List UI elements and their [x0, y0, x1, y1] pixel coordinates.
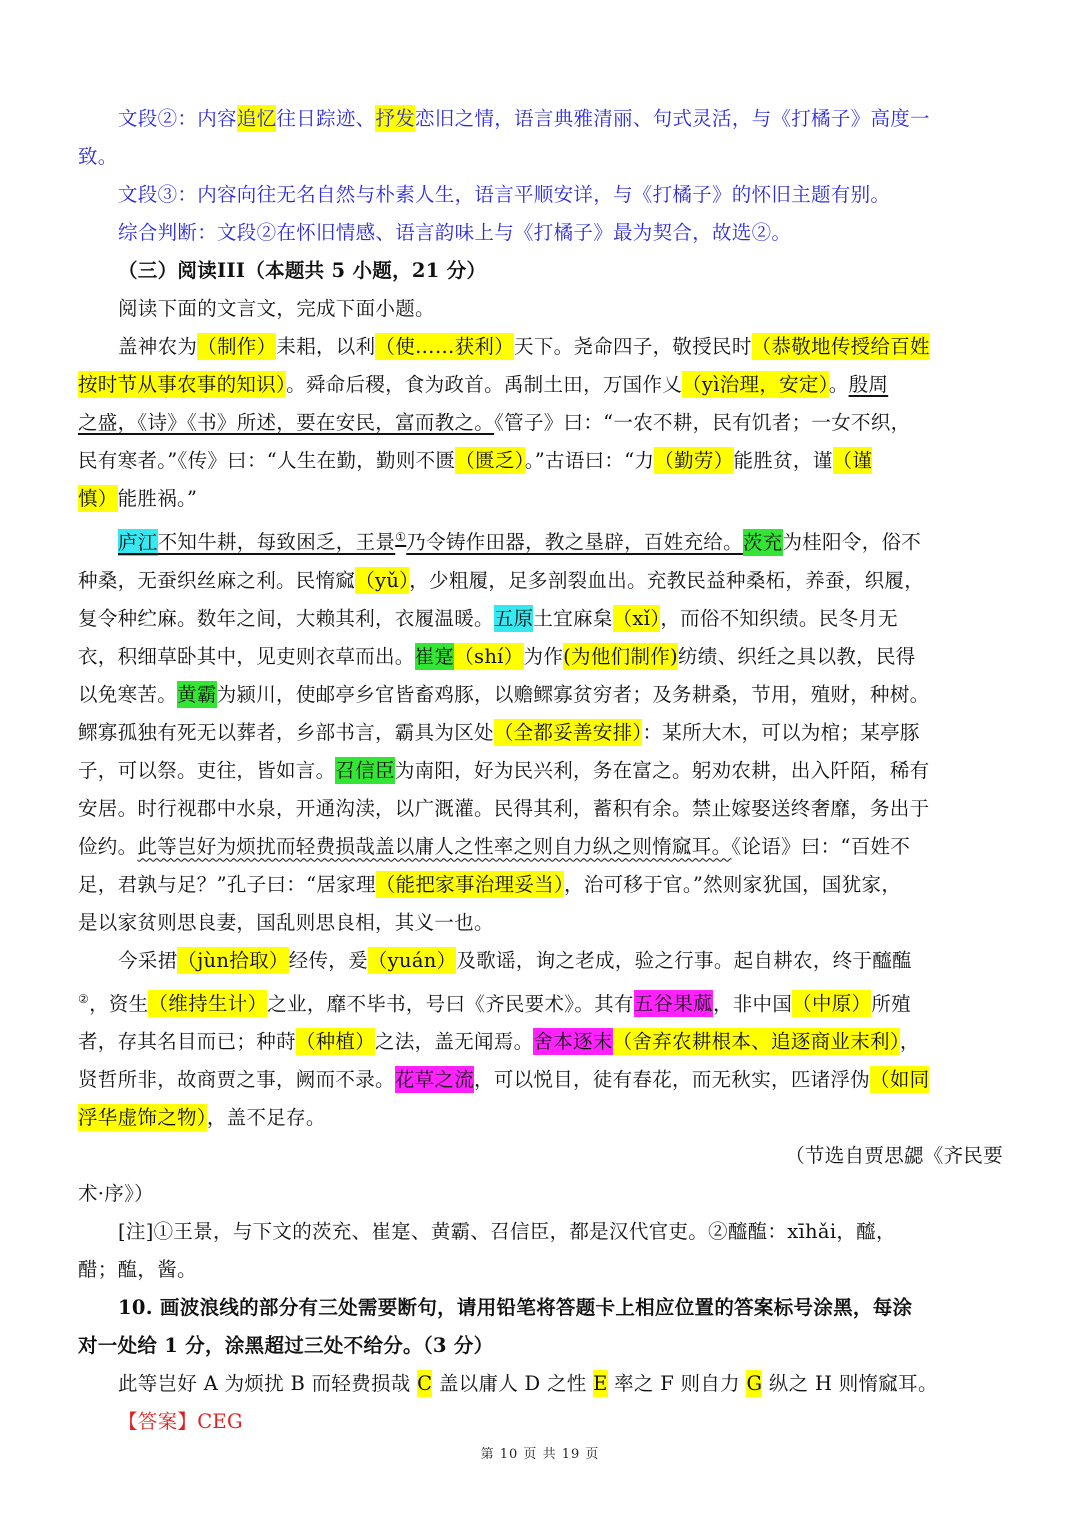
option-c: C	[417, 1372, 433, 1395]
passage-line: 子，可以祭。吏往，皆如言。召信臣为南阳，好为民兴利，务在富之。躬劝农耕，出入阡陌，稀有	[78, 758, 930, 782]
key-phrase: 五谷果蓏	[633, 992, 713, 1015]
passage-line: 之盛，《诗》《书》所述，要在安民，富而教之。《管子》曰：“一农不耕，民有饥者；一女不织，	[78, 411, 911, 434]
highlight: 追忆	[236, 107, 277, 130]
passage-line: 今采捃（jùn拾取）经传，爰（yuán）及歌谣，询之老成，验之行事。起自耕农，终于醯醢	[118, 948, 912, 972]
analysis-conclusion: 综合判断：文段②在怀旧情感、语言韵味上与《打橘子》最为契合，故选②。	[118, 221, 792, 244]
page-footer: 第 10 页 共 19 页	[480, 1447, 600, 1462]
official-name: 崔寔	[414, 644, 455, 668]
official-name: 黄霸	[177, 682, 217, 706]
gloss: （如同	[870, 1068, 930, 1091]
answer: 【答案】CEG	[118, 1410, 243, 1433]
place-name: 五原	[493, 606, 534, 630]
gloss: （勤劳）	[654, 449, 734, 472]
place-name: 庐江	[118, 530, 158, 554]
highlight: 抒发	[375, 107, 416, 130]
gloss: (为他们制作)	[563, 644, 678, 668]
option-g: G	[746, 1372, 763, 1395]
passage-line: 者，存其名目而已；种莳（种植）之法，盖无闻焉。舍本逐末（舍弃农耕根本、追逐商业末利），	[78, 1030, 920, 1053]
passage-line: 鳏寡孤独有死无以葬者，乡部书言，霸具为区处（全都妥善安排）：某所大木，可以为棺；某亭豚	[78, 720, 920, 744]
gloss: 按时节从事农事的知识）	[78, 373, 287, 396]
wavy-underline-sentence: 此等岂好为烦扰而轻费损哉盖以庸人之性率之则自力纵之则惰窳耳。	[137, 834, 732, 858]
gloss: （维持生计）	[148, 992, 268, 1015]
gloss: （舍弃农耕根本、追逐商业末利）	[612, 1030, 900, 1053]
gloss: （全都妥善安排）	[493, 720, 643, 744]
source-citation-cont: 术·序》）	[78, 1182, 154, 1205]
gloss: （shí）	[454, 644, 524, 668]
passage-line: 慎）能胜祸。”	[78, 487, 198, 510]
gloss: （能把家事治理妥当）	[375, 872, 565, 896]
analysis-para-2-cont: 致。	[78, 145, 118, 168]
passage-line: ②，资生（维持生计）之业，靡不毕书，号曰《齐民要术》。其有五谷果蓏，非中国（中原）所殖	[78, 991, 911, 1015]
passage-line: 庐江不知牛耕，每致困乏，王景①乃令铸作田器，教之垦辟，百姓充给。茨充为桂阳令，俗不	[118, 530, 922, 554]
official-name: 茨充	[742, 530, 783, 554]
footnote-cont: 醋；醢，酱。	[78, 1258, 197, 1281]
key-phrase: 花草之流	[394, 1068, 475, 1091]
passage-line: 民有寒者。”《传》曰：“人生在勤，勤则不匮（匮乏）。”古语曰：“力（勤劳）能胜贫，谨（谨	[78, 449, 873, 472]
passage-line: 浮华虚饰之物），盖不足存。	[78, 1106, 326, 1129]
document-page	[78, 100, 1003, 1441]
gloss: （yǔ）	[355, 568, 410, 592]
option-e: E	[593, 1372, 608, 1395]
gloss: （制作）	[197, 335, 277, 358]
gloss: （谨	[832, 449, 873, 472]
passage-line: 复令种纻麻。数年之间，大赖其利，衣履温暖。五原土宜麻枲（xǐ），而俗不知织绩。民冬月无	[78, 606, 898, 630]
instruction: 阅读下面的文言文，完成下面小题。	[118, 297, 435, 320]
passage-line: 是以家贫则思良妻，国乱则思良相，其义一也。	[78, 910, 494, 934]
official-name: 召信臣	[335, 758, 395, 782]
passage-line: 足，君孰与足？”孔子曰：“居家理（能把家事治理妥当），治可移于官。”然则家犹国，国犹家，	[78, 872, 902, 896]
passage-line: 俭约。此等岂好为烦扰而轻费损哉盖以庸人之性率之则自力纵之则惰窳耳。《论语》曰：“百姓不	[78, 834, 911, 858]
source-citation: （节选自贾思勰《齐民要	[785, 1144, 1003, 1167]
question-10-cont: 对一处给 1 分，涂黑超过三处不给分。（3 分）	[78, 1334, 494, 1357]
gloss: （匮乏）	[455, 449, 525, 472]
passage-line: 衣，积细草卧其中，见吏则衣草而出。崔寔（shí）为作(为他们制作)纺绩、织纴之具以教，民得	[78, 644, 916, 668]
gloss: 浮华虚饰之物）	[78, 1106, 207, 1129]
question-options: 此等岂好 A 为烦扰 B 而轻费损哉 C 盖以庸人 D 之性 E 率之 F 则自力 G 纵之 H 则惰窳耳。	[118, 1372, 938, 1395]
analysis-para-3: 文段③：内容向往无名自然与朴素人生，语言平顺安详，与《打橘子》的怀旧主题有别。	[118, 183, 891, 206]
gloss: （种植）	[295, 1030, 376, 1053]
gloss: （恭敬地传授给百姓	[751, 335, 930, 358]
passage-line: 按时节从事农事的知识）。舜命后稷，食为政首。禹制土田，万国作乂（yì治理，安定）。殷周	[78, 373, 889, 396]
gloss: （使……获利）	[375, 335, 515, 358]
passage-line: 安居。时行视郡中水泉，开通沟渎，以广溉灌。民得其利，蓄积有余。禁止嫁娶送终奢靡，务出于	[78, 796, 930, 820]
passage-line: 贤哲所非，故商贾之事，阙而不录。花草之流，可以悦目，徒有春花，而无秋实，匹诸浮伪（如同	[78, 1068, 930, 1091]
passage-line: 以免寒苦。黄霸为颍川，使邮亭乡官皆畜鸡豚，以赡鳏寡贫穷者；及务耕桑，节用，殖财，种树。	[78, 682, 930, 706]
footnote: [注]①王景，与下文的茨充、崔寔、黄霸、召信臣，都是汉代官吏。②醯醢：xīhǎi，醯，	[118, 1220, 896, 1243]
gloss: （yuán）	[367, 948, 457, 972]
gloss: （yì治理，安定）	[682, 373, 829, 396]
section-title: （三）阅读III（本题共 5 小题，21 分）	[118, 259, 487, 282]
gloss: （jùn拾取）	[177, 948, 289, 972]
passage-line: 种桑，无蚕织丝麻之利。民惰窳（yǔ），少粗履，足多剖裂血出。充教民益种桑柘，养蚕，织履，	[78, 568, 925, 592]
key-phrase: 舍本逐末	[533, 1030, 613, 1053]
analysis-para-2: 文段②：内容追忆往日踪迹、抒发恋旧之情，语言典雅清丽、句式灵活，与《打橘子》高度一	[118, 107, 930, 130]
question-10: 10. 画波浪线的部分有三处需要断句，请用铅笔将答题卡上相应位置的答案标号涂黑，每涂	[118, 1296, 913, 1319]
passage-line: 盖神农为（制作）耒耜，以利（使……获利）天下。尧命四子，敬授民时（恭敬地传授给百姓	[118, 335, 930, 358]
gloss: （xǐ）	[612, 606, 661, 630]
gloss: （中原）	[792, 992, 872, 1015]
gloss: 慎）	[78, 487, 118, 510]
